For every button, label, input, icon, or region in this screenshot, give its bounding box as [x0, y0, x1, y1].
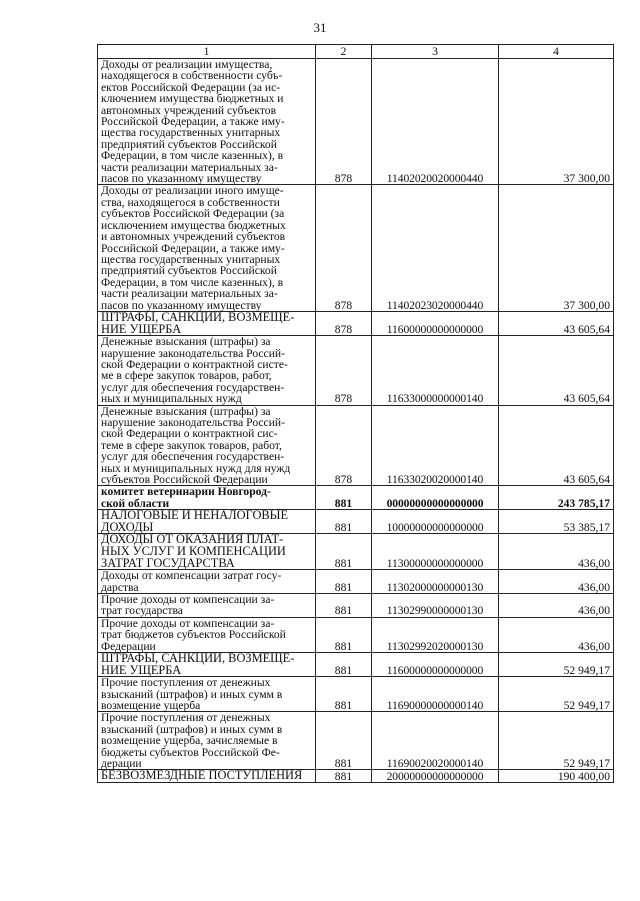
row-name-cell: Денежные взыскания (штрафы) за нарушение законодательства Россий- ской Федерации о контрактной сис- теме в сфере закупок товаров, работ, услуг для обеспечения государствен- ных и муниципальных нужд для нужд субъектов Российской Федерации [98, 405, 316, 486]
table-row [98, 510, 614, 534]
row-name-cell: Прочие доходы от компенсации за- трат государства [98, 594, 316, 618]
row-amount-cell: 52 949,17 [499, 677, 614, 712]
row-budget-code-cell: 11633000000000140 [372, 336, 499, 405]
row-name-cell: ДОХОДЫ ОТ ОКАЗАНИЯ ПЛАТ- НЫХ УСЛУГ И КОМПЕНСАЦИИ ЗАТРАТ ГОСУДАРСТВА [98, 534, 316, 570]
table-row [98, 405, 614, 486]
row-admin-code-cell: 881 [316, 486, 372, 510]
row-name-cell: ШТРАФЫ, САНКЦИИ, ВОЗМЕЩЕ- НИЕ УЩЕРБА [98, 653, 316, 677]
row-budget-code-cell: 11302992020000130 [372, 617, 499, 652]
header-col-1: 1 [98, 45, 316, 59]
row-budget-code-cell: 11633020020000140 [372, 405, 499, 486]
row-admin-code-cell: 878 [316, 185, 372, 311]
row-name-cell: Доходы от компенсации затрат госу- дарства [98, 570, 316, 594]
row-name-cell: НАЛОГОВЫЕ И НЕНАЛОГОВЫЕ ДОХОДЫ [98, 510, 316, 534]
row-amount-cell: 436,00 [499, 594, 614, 618]
table-row [98, 336, 614, 405]
row-admin-code-cell: 881 [316, 570, 372, 594]
table-row [98, 594, 614, 618]
row-admin-code-cell: 881 [316, 594, 372, 618]
row-admin-code-cell: 881 [316, 712, 372, 770]
table-row [98, 311, 614, 335]
row-name-cell: Прочие поступления от денежных взысканий (штрафов) и иных сумм в возмещение ущерба, зачисляемые в бюджеты субъектов Российской Фе- дерации [98, 712, 316, 770]
row-budget-code-cell: 10000000000000000 [372, 510, 499, 534]
row-admin-code-cell: 878 [316, 336, 372, 405]
row-amount-cell: 52 949,17 [499, 653, 614, 677]
row-amount-cell: 37 300,00 [499, 185, 614, 311]
table-row [98, 570, 614, 594]
header-col-4: 4 [499, 45, 614, 59]
row-amount-cell: 53 385,17 [499, 510, 614, 534]
row-amount-cell: 436,00 [499, 570, 614, 594]
row-budget-code-cell: 11402020020000440 [372, 59, 499, 185]
row-budget-code-cell: 11302000000000130 [372, 570, 499, 594]
row-name-cell: ШТРАФЫ, САНКЦИИ, ВОЗМЕЩЕ- НИЕ УЩЕРБА [98, 311, 316, 335]
row-admin-code-cell: 881 [316, 770, 372, 783]
table-row [98, 677, 614, 712]
row-budget-code-cell: 11402023020000440 [372, 185, 499, 311]
row-amount-cell: 436,00 [499, 534, 614, 570]
table-row [98, 486, 614, 510]
table-row [98, 617, 614, 652]
row-admin-code-cell: 878 [316, 311, 372, 335]
table-row [98, 712, 614, 770]
row-admin-code-cell: 881 [316, 617, 372, 652]
row-budget-code-cell: 00000000000000000 [372, 486, 499, 510]
row-name-cell: Доходы от реализации иного имуще- ства, находящегося в собственности субъектов Российской Федерации (за исключением имущества бюджетных и автономных учреждений субъектов Российской Федерации, а также иму- щества государственных унитарных предприятий субъектов Российской Федерации, в том числе казенных), в части реализации материальных за- пасов по указанному имуществу [98, 185, 316, 311]
table-header-row [98, 45, 614, 59]
row-amount-cell: 43 605,64 [499, 311, 614, 335]
row-budget-code-cell: 11690020020000140 [372, 712, 499, 770]
table-row [98, 534, 614, 570]
row-budget-code-cell: 11600000000000000 [372, 653, 499, 677]
row-admin-code-cell: 881 [316, 510, 372, 534]
table-row [98, 770, 614, 783]
row-amount-cell: 43 605,64 [499, 405, 614, 486]
row-amount-cell: 436,00 [499, 617, 614, 652]
row-admin-code-cell: 881 [316, 653, 372, 677]
row-admin-code-cell: 881 [316, 677, 372, 712]
row-admin-code-cell: 878 [316, 59, 372, 185]
revenue-table [97, 44, 614, 783]
row-budget-code-cell: 20000000000000000 [372, 770, 499, 783]
row-admin-code-cell: 878 [316, 405, 372, 486]
row-admin-code-cell: 881 [316, 534, 372, 570]
table-row [98, 653, 614, 677]
row-amount-cell: 243 785,17 [499, 486, 614, 510]
row-name-cell: комитет ветеринарии Новгород- ской области [98, 486, 316, 510]
row-name-cell: Прочие доходы от компенсации за- трат бюджетов субъектов Российской Федерации [98, 617, 316, 652]
header-col-3: 3 [372, 45, 499, 59]
row-budget-code-cell: 11300000000000000 [372, 534, 499, 570]
table-body [98, 59, 614, 783]
row-amount-cell: 43 605,64 [499, 336, 614, 405]
row-budget-code-cell: 11302990000000130 [372, 594, 499, 618]
page-number: 31 [313, 20, 327, 35]
header-col-2: 2 [316, 45, 372, 59]
row-name-cell: Доходы от реализации имущества, находящегося в собственности субъ- ектов Российской Федерации (за ис- ключением имущества бюджетных и автономных учреждений субъектов Российской Федерации, а также иму- щества государственных унитарных предприятий субъектов Российской Федерации, в том числе казенных), в части реализации материальных за- пасов по указанному имуществу [98, 59, 316, 185]
row-name-cell: Денежные взыскания (штрафы) за нарушение законодательства Россий- ской Федерации о контрактной систе- ме в сфере закупок товаров, работ, услуг для обеспечения государствен- ных и муниципальных нужд [98, 336, 316, 405]
row-name-cell: БЕЗВОЗМЕЗДНЫЕ ПОСТУПЛЕНИЯ [98, 770, 316, 783]
row-budget-code-cell: 11690000000000140 [372, 677, 499, 712]
row-budget-code-cell: 11600000000000000 [372, 311, 499, 335]
row-amount-cell: 37 300,00 [499, 59, 614, 185]
row-name-cell: Прочие поступления от денежных взысканий (штрафов) и иных сумм в возмещение ущерба [98, 677, 316, 712]
table-row [98, 59, 614, 185]
table-row [98, 185, 614, 311]
row-amount-cell: 190 400,00 [499, 770, 614, 783]
row-amount-cell: 52 949,17 [499, 712, 614, 770]
